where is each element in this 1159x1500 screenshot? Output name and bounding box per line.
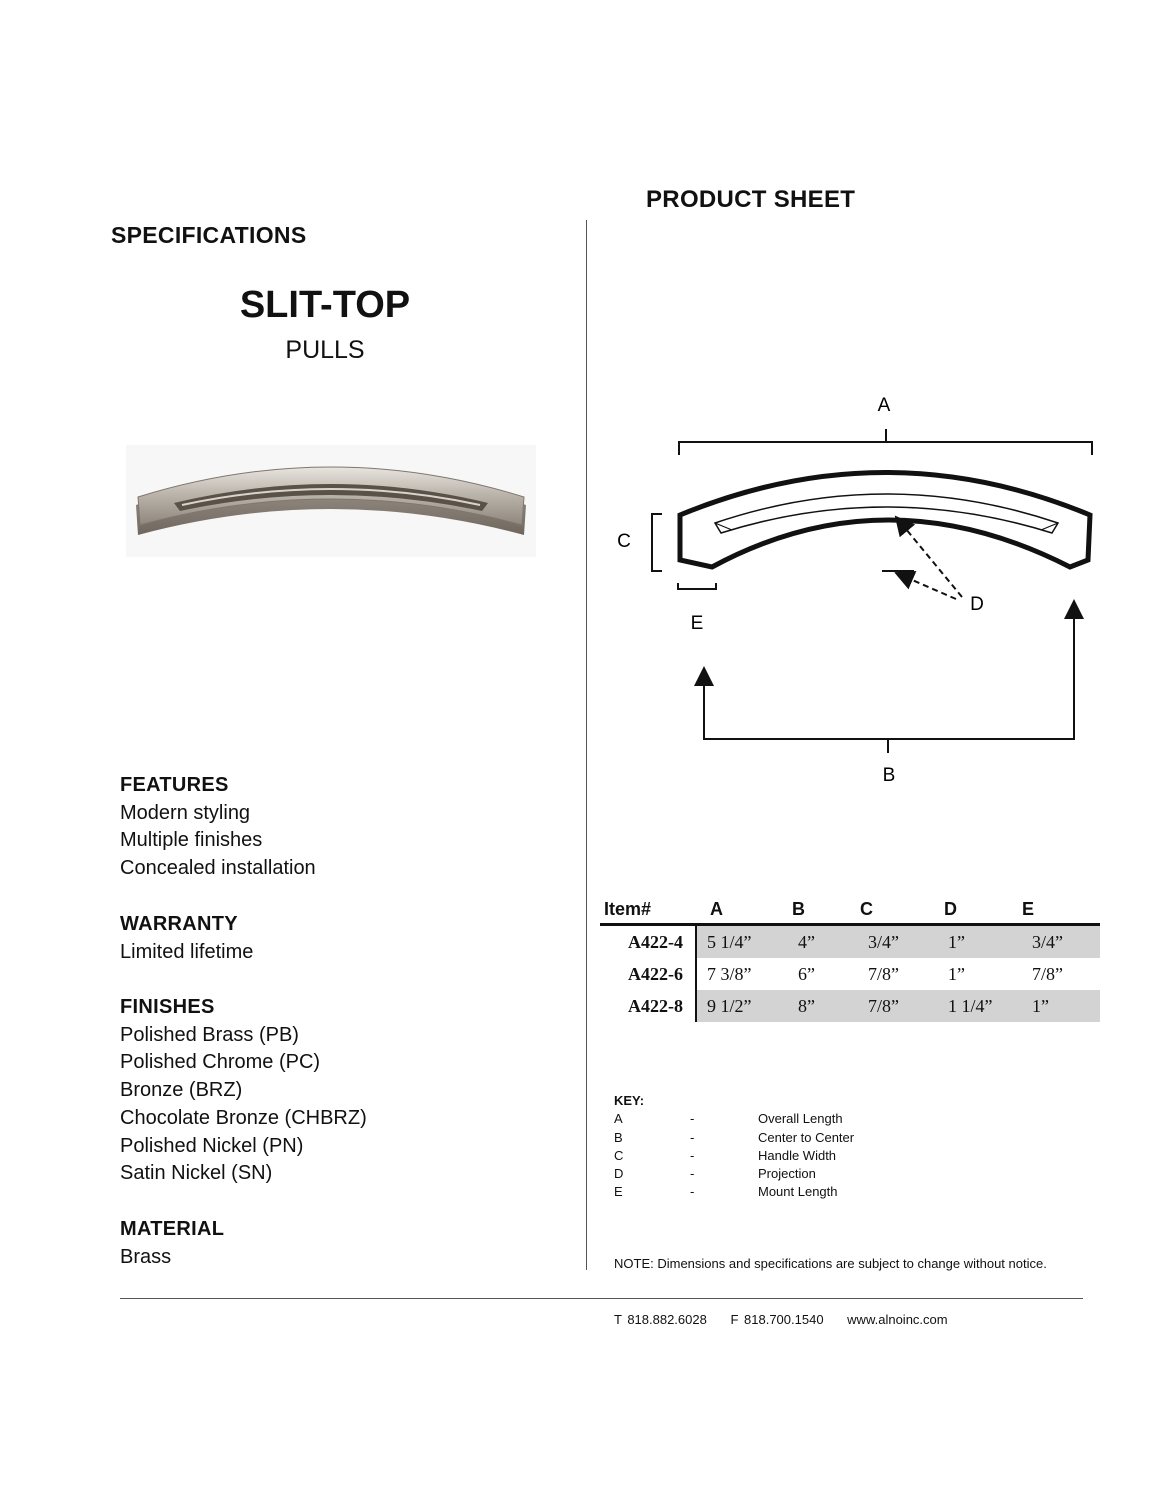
material-title: MATERIAL [120, 1218, 225, 1240]
label-a: A [877, 395, 891, 416]
dimensions-table [600, 895, 1100, 1022]
table-cell: 9 1/2” [696, 990, 788, 1022]
table-header: Item# [600, 895, 696, 925]
label-b: B [882, 765, 896, 786]
key-letter: C [614, 1147, 624, 1163]
warranty-item: Limited lifetime [120, 940, 254, 963]
product-name: SLIT-TOP [239, 284, 411, 326]
finishes-item: Chocolate Bronze (CHBRZ) [120, 1106, 367, 1129]
key-entry [614, 1147, 854, 1165]
finishes-item: Satin Nickel (SN) [120, 1162, 273, 1185]
key-dash: - [690, 1129, 695, 1145]
finishes-section [120, 994, 367, 1188]
product-photo [126, 445, 536, 557]
fax-number: F 818.700.1540 [730, 1312, 824, 1327]
table-cell: 8” [788, 990, 858, 1022]
key-entry [614, 1165, 854, 1183]
dimension-a-bracket [679, 429, 1092, 455]
features-item: Concealed installation [120, 857, 316, 880]
key-entry [614, 1183, 854, 1201]
table-row [600, 958, 1100, 990]
warranty-section [120, 911, 253, 966]
key-desc: Overall Length [758, 1111, 843, 1127]
finishes-title: FINISHES [120, 996, 215, 1018]
key-dash: - [690, 1147, 695, 1163]
vertical-divider [586, 220, 587, 1270]
key-entry [614, 1129, 854, 1147]
features-item: Multiple finishes [120, 829, 263, 852]
key-legend [614, 1092, 854, 1202]
footer-divider [120, 1298, 1083, 1299]
key-title: KEY: [614, 1093, 645, 1108]
label-e: E [690, 613, 704, 634]
table-cell: 5 1/4” [696, 925, 788, 959]
key-entry [614, 1110, 854, 1128]
key-letter: E [614, 1184, 623, 1200]
key-letter: B [614, 1129, 623, 1145]
key-letter: A [614, 1111, 623, 1127]
dimension-d-arrow-top [896, 517, 962, 597]
features-title: FEATURES [120, 774, 229, 796]
table-header-row [600, 895, 1100, 925]
table-cell-item: A422-8 [600, 990, 696, 1022]
table-cell: 1” [1022, 990, 1100, 1022]
material-item: Brass [120, 1245, 172, 1268]
table-cell: 1” [938, 925, 1022, 959]
table-header: B [788, 895, 858, 925]
dimension-b-bracket [704, 607, 1074, 739]
key-desc: Center to Center [758, 1129, 855, 1145]
finishes-item: Polished Chrome (PC) [120, 1051, 321, 1074]
table-header: E [1022, 895, 1100, 925]
product-subtitle: PULLS [285, 336, 365, 364]
table-row [600, 925, 1100, 959]
table-cell: 3/4” [1022, 925, 1100, 959]
key-dash: - [690, 1111, 695, 1127]
table-cell: 7/8” [1032, 963, 1063, 984]
table-row [600, 990, 1100, 1022]
disclaimer-note: NOTE: Dimensions and specifications are subject to change without notice. [614, 1256, 1047, 1271]
material-section [120, 1216, 224, 1271]
key-desc: Handle Width [758, 1147, 837, 1163]
finishes-item: Polished Brass (PB) [120, 1023, 299, 1046]
dimension-e-bracket [678, 583, 716, 589]
finishes-item: Polished Nickel (PN) [120, 1134, 304, 1157]
key-letter: D [614, 1166, 624, 1182]
key-dash: - [690, 1166, 695, 1182]
specifications-heading: SPECIFICATIONS [111, 222, 307, 248]
table-cell: 1” [948, 963, 965, 984]
table-cell: 3/4” [858, 925, 938, 959]
table-cell: 7/8” [868, 963, 899, 984]
features-item: Modern styling [120, 801, 251, 824]
dimension-c-bracket [652, 514, 662, 571]
table-header: A [696, 895, 788, 925]
dimension-diagram [600, 385, 1120, 805]
table-cell: 7/8” [858, 990, 938, 1022]
handle-outline [680, 473, 1090, 568]
table-header: C [858, 895, 938, 925]
table-cell: 6” [798, 963, 815, 984]
table-cell: 4” [788, 925, 858, 959]
dimension-d-arrow-bottom [896, 573, 956, 599]
table-cell-item: A422-4 [600, 925, 696, 959]
table-header: D [938, 895, 1022, 925]
table-cell: 7 3/8” [707, 963, 752, 984]
website-link[interactable]: www.alnoinc.com [847, 1312, 948, 1327]
table-cell: 1 1/4” [938, 990, 1022, 1022]
key-desc: Mount Length [758, 1184, 838, 1200]
features-section [120, 772, 316, 883]
label-c: C [617, 531, 631, 552]
product-sheet-heading: PRODUCT SHEET [646, 186, 856, 213]
table-cell-item: A422-6 [600, 958, 696, 990]
key-dash: - [690, 1184, 695, 1200]
warranty-title: WARRANTY [120, 913, 238, 935]
phone-number: T 818.882.6028 [614, 1312, 707, 1327]
key-desc: Projection [758, 1166, 816, 1182]
label-d: D [970, 594, 984, 615]
contact-footer [614, 1312, 966, 1327]
finishes-item: Bronze (BRZ) [120, 1079, 243, 1102]
